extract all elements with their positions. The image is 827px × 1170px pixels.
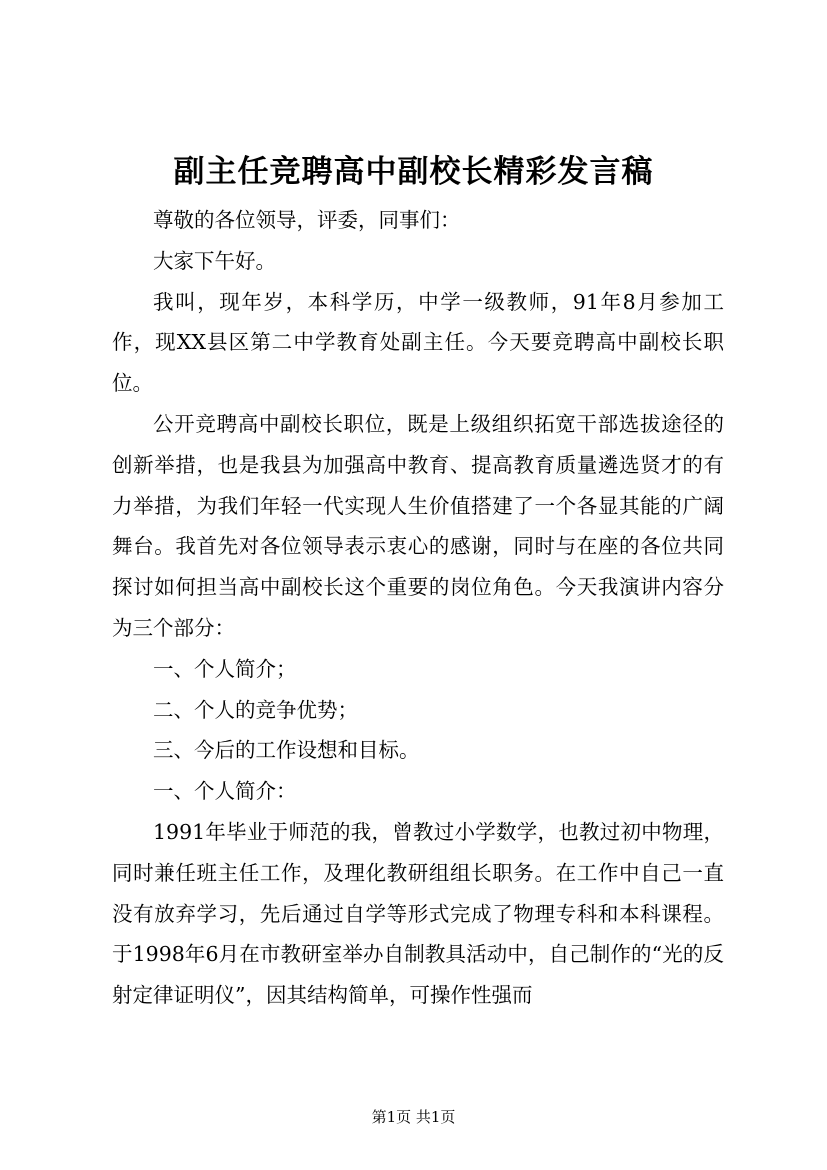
- paragraph-greeting: 尊敬的各位领导，评委，同事们：: [153, 208, 461, 232]
- document-body: [112, 200, 724, 1016]
- outline-item-2: 二、个人的竞争优势；: [153, 697, 358, 722]
- outline-item-3: 三、今后的工作设想和目标。: [153, 738, 420, 763]
- paragraph-career: 1991年毕业于师范的我，曾教过小学数学，也教过初中物理，同时兼任班主任工作，及理化教研组组长职务。在工作中自己一直没有放弃学习，先后通过自学等形式完成了物理专科和本科课程。于1998年6月在市教研室举办自制教具活动中，自己制作的“光的反射定律证明仪”，因其结构简单，可操作性强而: [112, 819, 724, 1008]
- section-heading-personal-intro: 一、个人简介：: [153, 779, 297, 804]
- document-title: 副主任竞聘高中副校长精彩发言稿: [173, 154, 654, 190]
- paragraph-purpose: 公开竞聘高中副校长职位，既是上级组织拓宽干部选拔途径的创新举措，也是我县为加强高中教育、提高教育质量遴选贤才的有力举措，为我们年轻一代实现人生价值搭建了一个各显其能的广阔舞台。我首先对各位领导表示衷心的感谢，同时与在座的各位共同探讨如何担当高中副校长这个重要的岗位角色。今天我演讲内容分为三个部分：: [112, 411, 724, 640]
- outline-item-1: 一、个人简介；: [153, 656, 297, 681]
- paragraph-self-intro: 我叫，现年岁，本科学历，中学一级教师，91年8月参加工作，现XX县区第二中学教育处副主任。今天要竞聘高中副校长职位。: [112, 289, 724, 396]
- page-footer: 第1页 共1页: [371, 1108, 456, 1126]
- paragraph-salutation: 大家下午好。: [153, 248, 276, 273]
